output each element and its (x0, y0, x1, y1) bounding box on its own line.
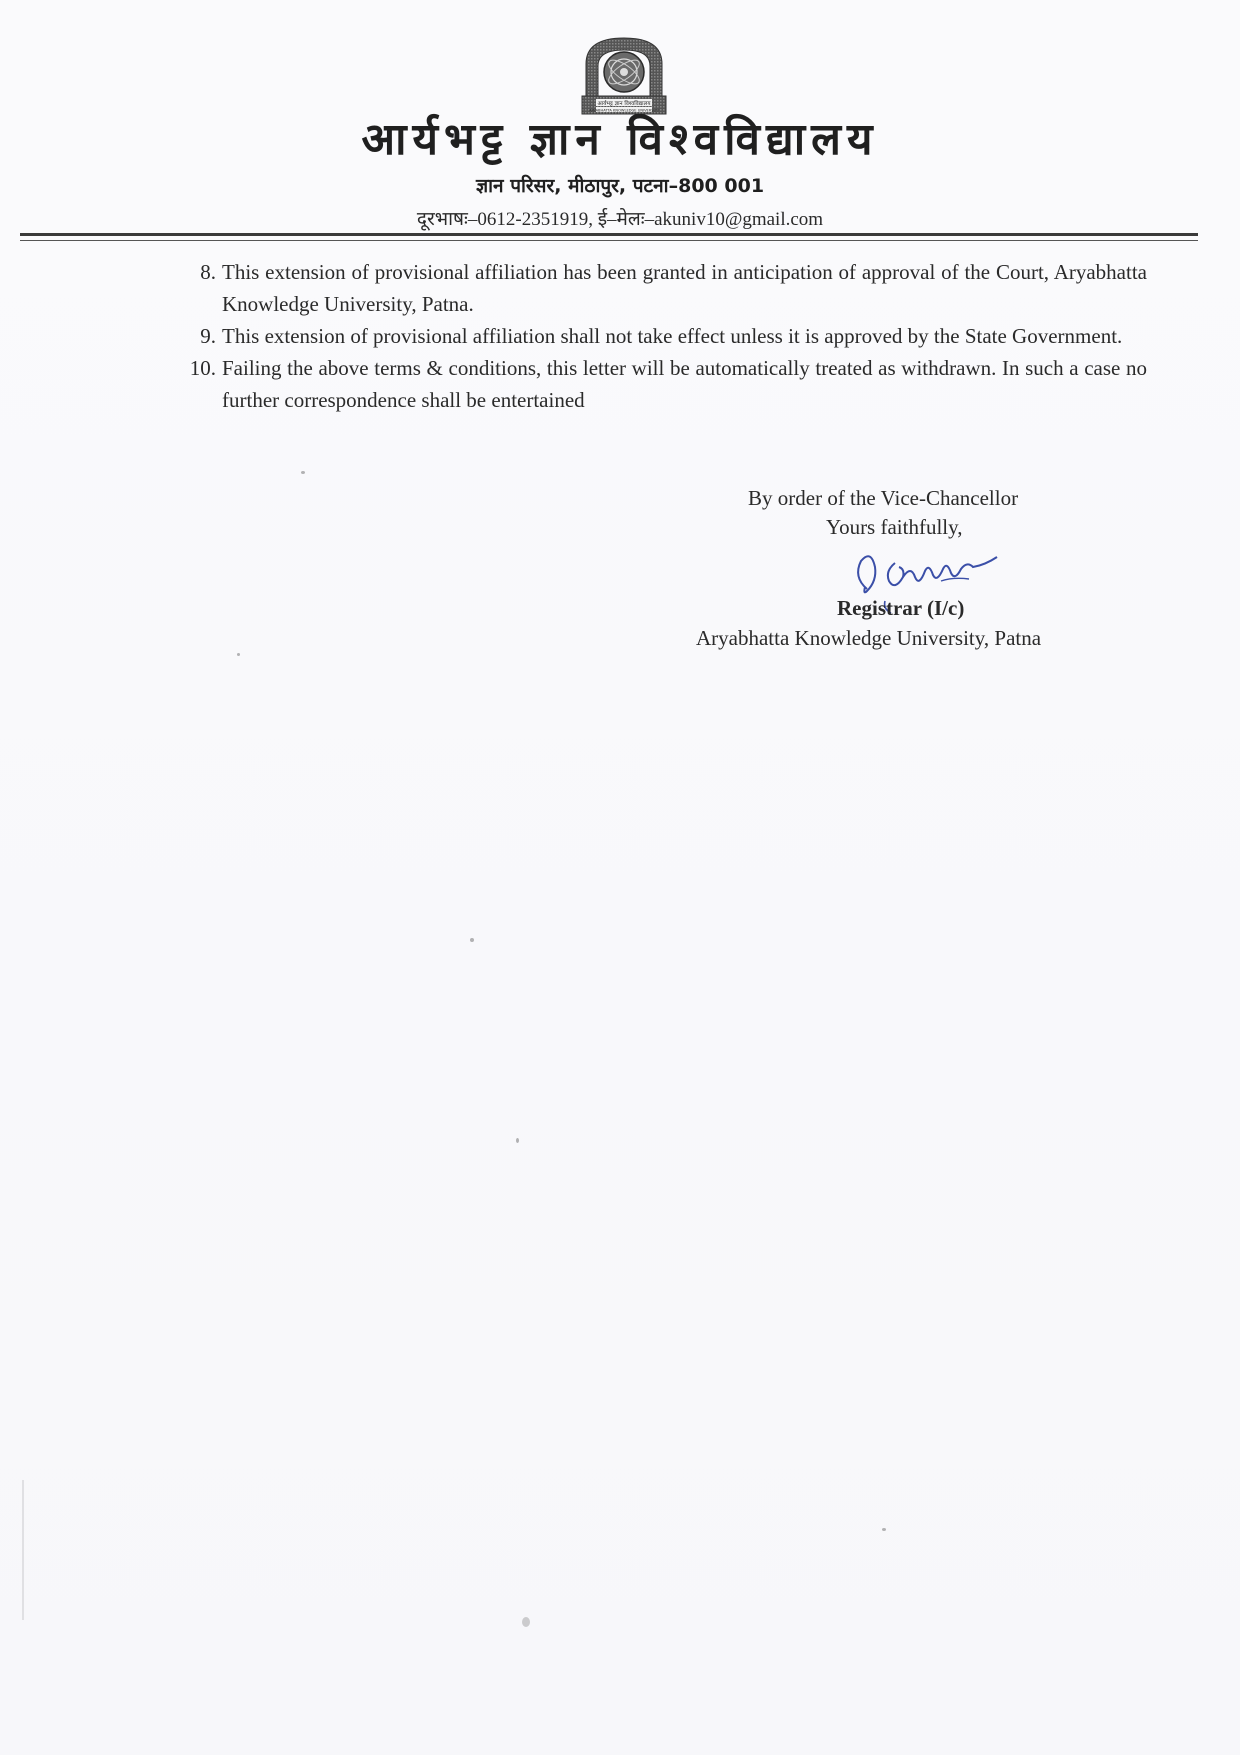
scan-speck (516, 1138, 519, 1143)
term-item-9 (180, 320, 1147, 352)
signoff-institution: Aryabhatta Knowledge University, Patna (696, 626, 1042, 650)
by-order-line: By order of the Vice-Chancellor (748, 486, 1019, 510)
term-text: Failing the above terms & conditions, this letter will be automatically treated as withdrawn. In such a case no further correspondence shall be entertained (222, 356, 1147, 412)
scan-edge-mark (22, 1480, 24, 1620)
registrar-designation: Registrar (I/c) (837, 596, 965, 620)
scan-speck (470, 938, 474, 942)
header-divider-thin (20, 240, 1198, 241)
scan-speck (882, 1528, 886, 1531)
term-item-8 (180, 256, 1147, 320)
term-number: 8. (200, 260, 216, 284)
term-number: 10. (189, 356, 216, 380)
scan-speck (301, 471, 305, 474)
closing-line: Yours faithfully, (826, 515, 963, 539)
logo-caption-hindi: आर्यभट्ट ज्ञान विश्वविद्यालय (597, 101, 651, 107)
terms-list (180, 256, 1147, 416)
term-text: This extension of provisional affiliation shall not take effect unless it is approved by the State Government. (222, 324, 1123, 348)
term-text: This extension of provisional affiliation has been granted in anticipation of approval of the Court, Aryabhatta Knowledge University, Patna. (222, 260, 1147, 316)
header-divider-thick (20, 233, 1198, 236)
logo-caption-english: ARYABHATTA KNOWLEDGE UNIVERSITY (588, 108, 660, 113)
scan-speck (237, 653, 240, 656)
term-item-10 (180, 352, 1147, 416)
scan-speck (522, 1617, 530, 1627)
university-logo-emblem (576, 34, 672, 126)
contact-line: दूरभाषः–0612-2351919, ई–मेलः–akuniv10@gmail.com (416, 209, 824, 230)
university-name-hindi: आर्यभट्ट ज्ञान विश्वविद्यालय (361, 114, 879, 165)
term-number: 9. (200, 324, 216, 348)
university-address-hindi: ज्ञान परिसर, मीठापुर, पटना–800 001 (475, 175, 765, 197)
